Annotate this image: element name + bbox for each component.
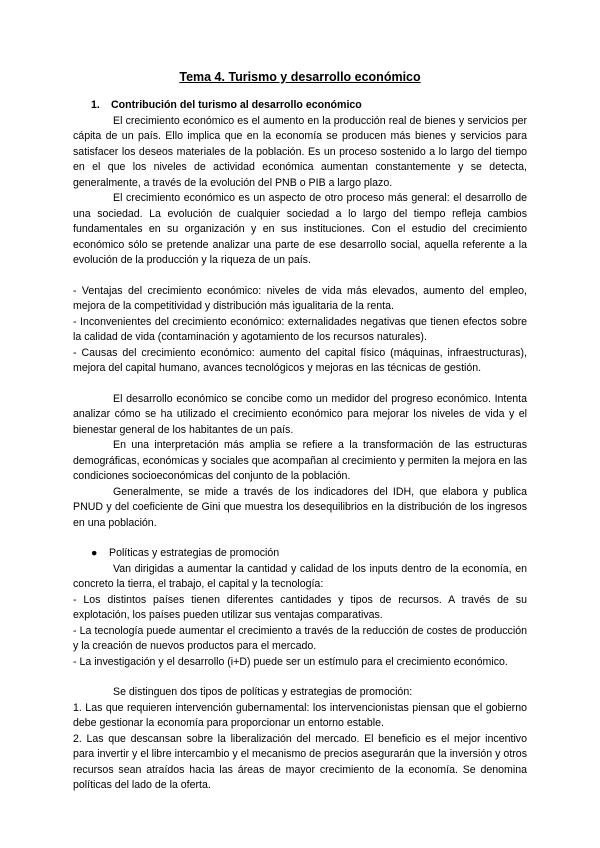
list-item: 2. Las que descansan sobre la liberalización del mercado. El beneficio es el mejor incentivo para invertir y el libre intercambio y el mecanismo de precios asegurarán que la inversión y otros recursos sean atraídos hacia las áreas de mayor crecimiento de la economía. Se denomina políticas del lado de la oferta. [73, 732, 527, 791]
paragraph: Van dirigidas a aumentar la cantidad y calidad de los inputs dentro de la economía, en concreto la tierra, el trabajo, el capital y la tecnología: [73, 562, 527, 590]
paragraph: Se distinguen dos tipos de políticas y estrategias de promoción: [113, 686, 413, 698]
bullet-heading [73, 546, 527, 562]
document-body [73, 98, 527, 794]
subsection-title: Políticas y estrategias de promoción [109, 547, 280, 559]
list-item: - Inconvenientes del crecimiento económico: externalidades negativas que tienen efectos sobre la calidad de vida (contaminación y agotamiento de los recursos naturales). [73, 315, 527, 343]
list-item: - La investigación y el desarrollo (i+D) puede ser un estímulo para el crecimiento económico. [73, 655, 508, 668]
list-item: 1. Las que requieren intervención gubernamental: los intervencionistas piensan que el gobierno debe gestionar la economía para proporcionar un entorno estable. [73, 701, 527, 729]
list-item: - Ventajas del crecimiento económico: niveles de vida más elevados, aumento del empleo, mejora de la competitividad y distribución más igualitaria de la renta. [73, 284, 527, 312]
paragraph: El crecimiento económico es un aspecto de otro proceso más general: el desarrollo de una sociedad. La evolución de cualquier sociedad a lo largo del tiempo refleja cambios fundamentales en su organización y en sus instituciones. Con el estudio del crecimiento económico sólo se pretende analizar una parte de ese desarrollo social, aquella referente a la evolución de la producción y la riqueza de un país. [73, 192, 527, 266]
bullet-icon: ● [91, 547, 98, 559]
paragraph: El desarrollo económico se concibe como un medidor del progreso económico. Intenta analizar cómo se ha utilizado el crecimiento económico para mejorar los niveles de vida y el bienestar general de los habitantes de un país. [73, 392, 527, 436]
paragraph: Generalmente, se mide a través de los indicadores del IDH, que elabora y publica PNUD y del coeficiente de Gini que muestra los desequilibrios en la distribución de los ingresos en una población. [73, 485, 527, 529]
paragraph: El crecimiento económico es el aumento en la producción real de bienes y servicios per cápita de un país. Ello implica que en la economía se producen más bienes y servicios para satisfacer los deseos materiales de la población. Es un proceso sostenido a lo largo del tiempo en el que los niveles de actividad económica aumentan constantemente y se detecta, generalmente, a través de la evolución del PNB o PIB a largo plazo. [73, 114, 527, 189]
paragraph: En una interpretación más amplia se refiere a la transformación de las estructuras demográficas, económicas y sociales que acompañan al crecimiento y permiten la mejora en las condiciones socioeconómicas del conjunto de la población. [73, 439, 527, 482]
list-item: - Los distintos países tienen diferentes cantidades y tipos de recursos. A través de su explotación, los países pueden utilizar sus ventajas comparativas. [73, 593, 527, 621]
document-title: Tema 4. Turismo y desarrollo económico [179, 70, 421, 84]
list-item: - Causas del crecimiento económico: aumento del capital físico (máquinas, infraestructuras), mejora del capital humano, avances tecnológicos y mejoras en las técnicas de gestión. [73, 346, 527, 374]
section-title: Contribución del turismo al desarrollo económico [111, 99, 362, 111]
section-heading [73, 98, 527, 114]
section-number: 1. [91, 99, 100, 111]
list-item: - La tecnología puede aumentar el crecimiento a través de la reducción de costes de producción y la creación de nuevos productos para el mercado. [73, 624, 527, 652]
